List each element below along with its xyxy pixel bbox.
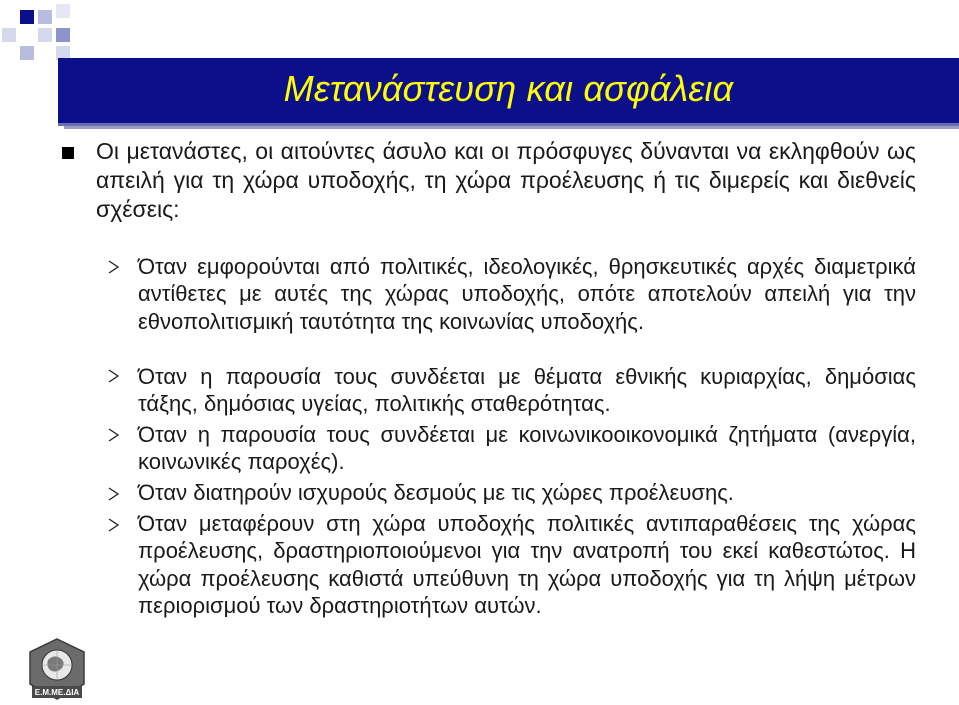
logo-label: Ε.Μ.ΜΕ.ΔΙΑ <box>34 688 80 697</box>
deco-square <box>56 4 70 18</box>
deco-square <box>38 10 52 24</box>
title-bar <box>58 58 959 126</box>
sub-bullet-2: Όταν η παρουσία τους συνδέεται με θέματα εθνικής κυριαρχίας, δημόσιας τάξης, δημόσιας υγείας, πολιτικής σταθερότητας. <box>138 364 916 417</box>
arrow-bullet-icon <box>106 259 122 275</box>
arrow-bullet-icon <box>106 486 122 502</box>
deco-square <box>20 10 34 24</box>
sub-bullet-1: Όταν εμφορούνται από πολιτικές, ιδεολογικές, θρησκευτικές αρχές διαμετρικά αντίθετες με αυτές της χώρας υποδοχής, οπότε αποτελούν απειλή για την εθνοπολιτισμική ταυτότητα της κοινωνίας υποδοχής. <box>138 254 916 334</box>
main-bullet-marker <box>62 147 74 159</box>
arrow-bullet-icon <box>106 427 122 443</box>
deco-square <box>2 28 16 42</box>
deco-square <box>38 28 52 42</box>
sub-bullet-5: Όταν μεταφέρουν στη χώρα υποδοχής πολιτικές αντιπαραθέσεις της χώρας προέλευσης, δραστηριοποιούμενοι για την ανατροπή του εκεί καθεστώτος. Η χώρα προέλευσης καθιστά υπεύθυνη τη χώρα υποδοχής για τη λήψη μέτρων περιορισμού των δραστηριοτήτων αυτών. <box>138 511 916 618</box>
deco-square <box>56 28 70 42</box>
sub-bullet-3: Όταν η παρουσία τους συνδέεται με κοινωνικοοικονομικά ζητήματα (ανεργία, κοινωνικές παροχές). <box>138 422 916 475</box>
main-bullet-text: Οι μετανάστες, οι αιτούντες άσυλο και οι πρόσφυγες δύνανται να εκληφθούν ως απειλή για τη χώρα υποδοχής, τη χώρα προέλευσης ή τις διμερείς και διεθνείς σχέσεις: <box>96 138 916 222</box>
deco-square <box>20 46 34 60</box>
arrow-bullet-icon <box>106 368 122 384</box>
sub-bullet-4: Όταν διατηρούν ισχυρούς δεσμούς με τις χώρες προέλευσης. <box>138 480 734 505</box>
arrow-bullet-icon <box>106 517 122 533</box>
slide-title: Μετανάστευση και ασφάλεια <box>283 68 734 109</box>
